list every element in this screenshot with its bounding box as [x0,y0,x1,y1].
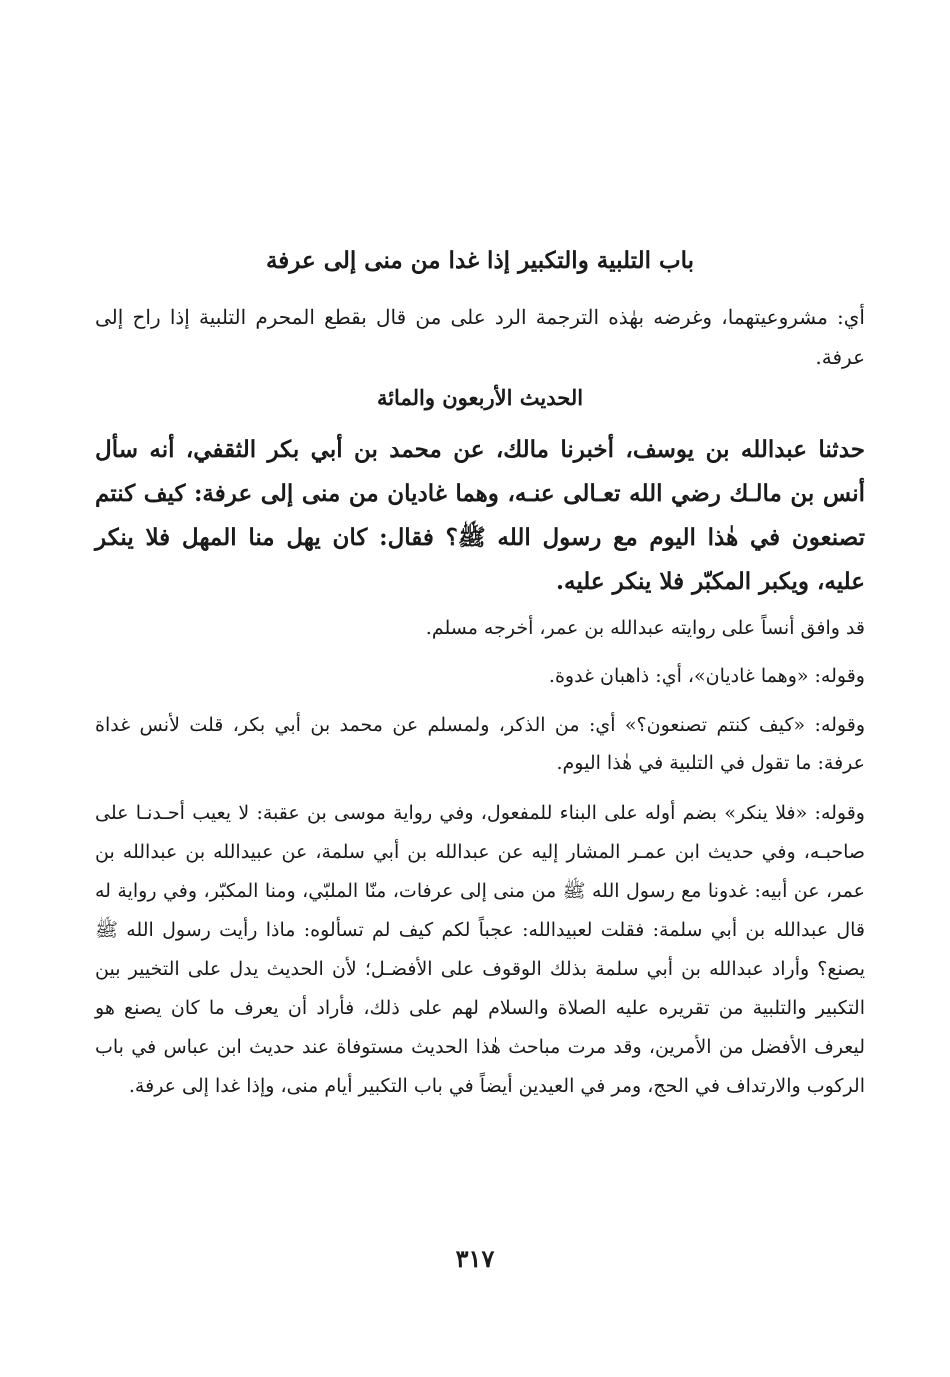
hadith-title: الحديث الأربعون والمائة [376,385,584,410]
commentary-paragraph-2: وقوله: «وهما غاديان»، أي: ذاهبان غدوة. [548,665,865,687]
commentary-paragraph-4: وقوله: «فلا ينكر» بضم أوله على البناء للمفعول، وفي رواية موسى بن عقبة: لا يعيب أحـدنـا على صاحبـه، وفي حديث ابن عمـر المشار إليه عن عبدالله بن أبي سلمة، عن عبيدالله بن عبدالله بن عمر، عن أبيه: غدونا مع رسول الله ﷺ من منى إلى عرفات، منّا الملبّي، ومنا المكبّر، وفي رواية له قال عبدالله بن أبي سلمة: فقلت لعبيدالله: عجباً لكم كيف لم تسألوه: ماذا رأيت رسول الله ﷺ يصنع؟ وأراد عبدالله بن أبي سلمة بذلك الوقوف على الأفضـل؛ لأن الحديث يدل على التخيير بين التكبير والتلبية من تقريره عليه الصلاة والسلام لهم على ذلك، فأراد أن يعرف ما كان يصنع هو ليعرف الأفضل من الأمرين، وقد مرت مباحث هٰذا الحديث مستوفاة عند حديث ابن عباس في باب الركوب والارتداف في الحج، ومر في العيدين أيضاً في باب التكبير أيام منى، وإذا غدا إلى عرفة. [95,802,865,1097]
commentary-paragraph-1: قد وافق أنساً على روايته عبدالله بن عمر، أخرجه مسلم. [425,617,865,639]
hadith-text: حدثنا عبدالله بن يوسف، أخبرنا مالك، عن محمد بن أبي بكر الثقفي، أنه سأل أنس بن مالـك رضي الله تعـالى عنـه، وهما غاديان من منى إلى عرفة: كيف كنتم تصنعون في هٰذا اليوم مع رسول الله ﷺ؟ فقال: كان يهل منا المهل فلا ينكر عليه، ويكبر المكبّر فلا ينكر عليه. [95,436,865,595]
chapter-title: باب التلبية والتكبير إذا غدا من منى إلى عرفة [265,247,695,274]
chapter-intro: أي: مشروعيتهما، وغرضه بهٰذه الترجمة الرد على من قال بقطع المحرم التلبية إذا راح إلى عرفة. [95,305,865,369]
page-number: ٣١٧ [455,1244,495,1273]
commentary-paragraph-3: وقوله: «كيف كنتم تصنعون؟» أي: من الذكر، ولمسلم عن محمد بن أبي بكر، قلت لأنس غداة عرفة: ما تقول في التلبية في هٰذا اليوم. [95,714,865,774]
